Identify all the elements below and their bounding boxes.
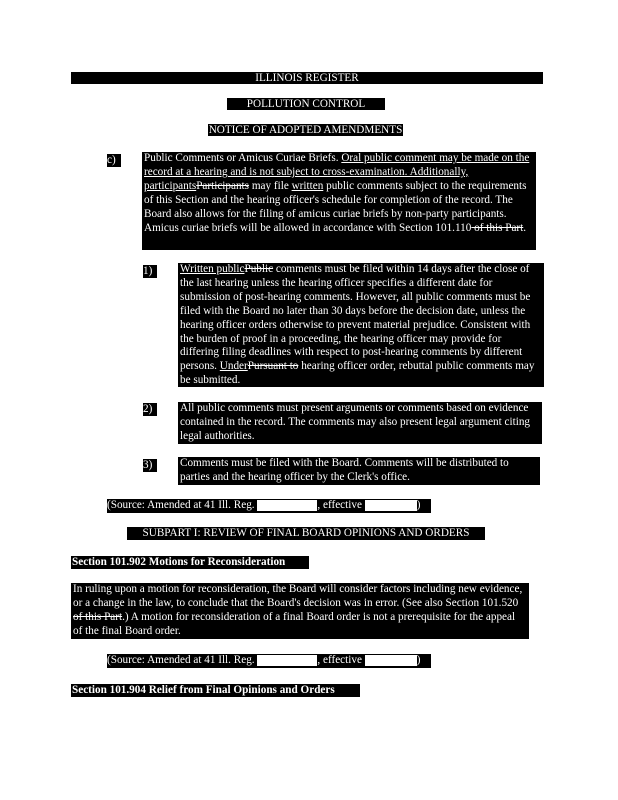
source-note-2: (Source: Amended at 41 Ill. Reg. , effective ) [107, 654, 431, 668]
item-1-text: Written publicPublic comments must be filed within 14 days after the close of the last hearing unless the hearing officer specifies a different date for submission of post-hearing comments. However, all public comments must be filed with the Board no later than 30 days before the decision date, unless the hearing officer orders otherwise to prevent material prejudice. Consistent with the burden of proof in a proceeding, the hearing officer may provide for differing filing deadlines with respect to post-hearing comments by different persons. UnderPursuant to hearing officer order, rebuttal public comments may be submitted. [178, 263, 544, 387]
section-904-heading: Section 101.904 Relief from Final Opinions and Orders [71, 684, 360, 697]
blank-register-volume-2 [257, 655, 317, 666]
para-c-label: c) [107, 154, 121, 167]
item-1-label: 1) [143, 265, 157, 278]
source-note: (Source: Amended at 41 Ill. Reg. , effective ) [107, 499, 431, 513]
item-2-label: 2) [143, 403, 157, 416]
blank-effective-date [365, 500, 417, 511]
subpart-heading: SUBPART I: REVIEW OF FINAL BOARD OPINIONS AND ORDERS [127, 527, 485, 540]
board-name: POLLUTION CONTROL BOARD [227, 98, 385, 110]
blank-register-volume [257, 500, 317, 511]
item-3-label: 3) [143, 459, 157, 472]
notice-title: NOTICE OF ADOPTED AMENDMENTS [208, 124, 403, 136]
section-902-text: In ruling upon a motion for reconsideration, the Board will consider factors including new evidence, or a change in the law, to conclude that the Board's decision was in error. (See also Section 101.520 of this Part.) A motion for reconsideration of a final Board order is not a prerequisite for the appeal of the final Board order. [71, 583, 529, 639]
register-title: ILLINOIS REGISTER [71, 72, 543, 84]
section-902-heading: Section 101.902 Motions for Reconsideration [71, 556, 309, 569]
para-c-text: Public Comments or Amicus Curiae Briefs. Oral public comment may be made on the record at a hearing and is not subject to cross-examination. Additionally, participantsParticipants may file written public comments subject to the requirements of this Section and the hearing officer's schedule for completion of the record. The Board also allows for the filing of amicus curiae briefs by non-party participants. Amicus curiae briefs will be allowed in accordance with Section 101.110 of this Part. [142, 152, 536, 250]
item-3-text: Comments must be filed with the Board. Comments will be distributed to parties and the hearing officer by the Clerk's office. [178, 457, 540, 485]
blank-effective-date-2 [365, 655, 417, 666]
item-2-text: All public comments must present arguments or comments based on evidence contained in the record. The comments may also present legal argument citing legal authorities. [178, 402, 542, 444]
